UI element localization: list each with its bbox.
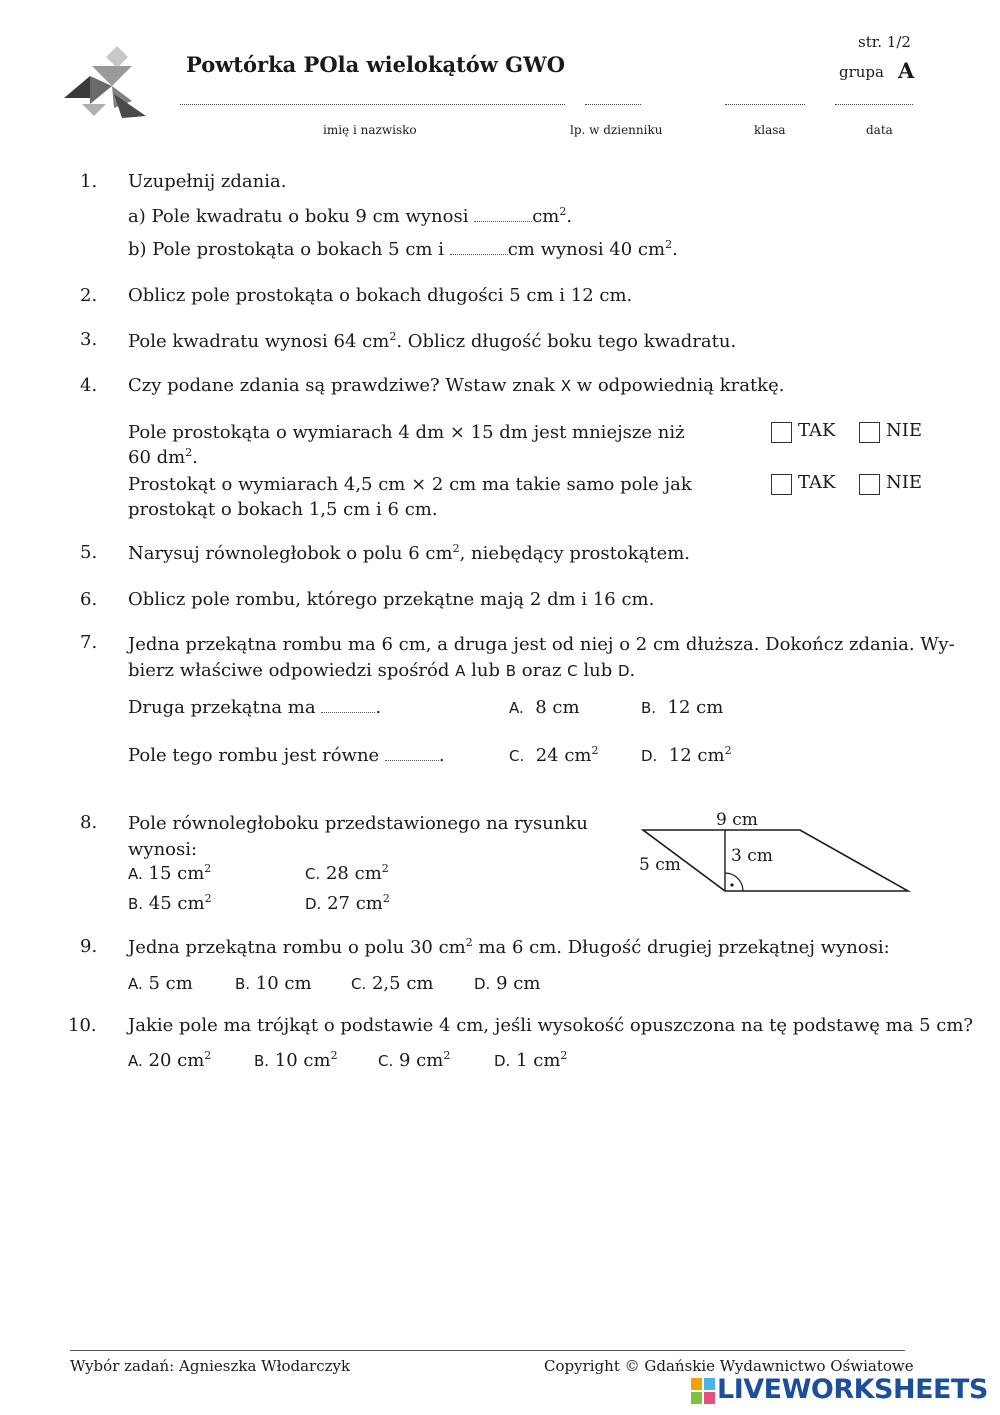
q7-option-b[interactable]: B. 12 cm: [641, 697, 724, 718]
tak-checkbox-1[interactable]: [771, 422, 792, 443]
question-text: Czy podane zdania są prawdziwe? Wstaw znak X w odpowiednią kratkę.: [128, 375, 785, 396]
q9-option-a[interactable]: A. 5 cm: [128, 973, 193, 994]
q10-option-b[interactable]: B. 10 $cm^2$: [254, 1049, 338, 1071]
nie-label: NIE: [886, 472, 922, 493]
class-field-line[interactable]: [725, 104, 805, 105]
gwo-logo: [62, 46, 152, 124]
footer-divider: [70, 1350, 905, 1351]
tak-checkbox-2[interactable]: [771, 474, 792, 495]
question-number: 5.: [80, 542, 98, 563]
question-number: 4.: [80, 375, 98, 396]
question-text: Jedna przekątna rombu ma 6 cm, a druga jest od niej o 2 cm dłuższa. Dokończ zdania. Wy- bierz właściwe odpowiedzi spośród A lub B oraz C lub D.: [128, 634, 955, 681]
statement-1: Pole prostokąta o wymiarach 4 dm × 15 dm jest mniejsze niż 60 $dm^2$.: [128, 422, 685, 468]
question-number: 3.: [80, 329, 98, 350]
q9-option-b[interactable]: B. 10 cm: [235, 973, 312, 994]
figure-label-side: 5 cm: [639, 855, 681, 875]
statement-2: Prostokąt o wymiarach 4,5 cm × 2 cm ma takie samo pole jak prostokąt o bokach 1,5 cm i 6 cm.: [128, 474, 692, 520]
figure-label-height: 3 cm: [731, 846, 773, 866]
liveworksheets-logo-icon: [691, 1378, 715, 1404]
q1-a-sentence: a) Pole kwadratu o boku 9 cm wynosi $cm^2$.: [128, 205, 573, 227]
question-text: Oblicz pole prostokąta o bokach długości 5 cm i 12 cm.: [128, 285, 633, 306]
answer-blank[interactable]: [450, 240, 508, 255]
answer-blank[interactable]: [385, 746, 439, 761]
number-field-line[interactable]: [585, 104, 641, 105]
q10-option-a[interactable]: A. 20 $cm^2$: [128, 1049, 212, 1071]
date-field-label: data: [866, 123, 893, 137]
group-value: A: [898, 58, 915, 83]
question-number: 9.: [80, 936, 98, 957]
footer-author: Wybór zadań: Agnieszka Włodarczyk: [70, 1357, 351, 1375]
question-number: 1.: [80, 171, 98, 192]
nie-checkbox-1[interactable]: [859, 422, 880, 443]
q8-option-c[interactable]: C. 28 $cm^2$: [305, 862, 389, 884]
q7-sentence-1: Druga przekątna ma .: [128, 697, 382, 718]
group-label: grupa: [839, 63, 884, 81]
page-title: Powtórka POla wielokątów GWO: [186, 52, 565, 77]
q1-b-sentence: b) Pole prostokąta o bokach 5 cm i cm wynosi 40 $cm^2$.: [128, 238, 678, 260]
question-number: 10.: [68, 1015, 97, 1036]
q8-option-d[interactable]: D. 27 $cm^2$: [305, 892, 390, 914]
question-text: Pole kwadratu wynosi 64 $cm^2$. Oblicz długość boku tego kwadratu.: [128, 330, 737, 352]
q8-option-a[interactable]: A. 15 $cm^2$: [128, 862, 212, 884]
class-field-label: klasa: [754, 123, 786, 137]
question-text: Pole równoległoboku przedstawionego na rysunku wynosi:: [128, 813, 588, 860]
nie-checkbox-2[interactable]: [859, 474, 880, 495]
q9-option-d[interactable]: D. 9 cm: [474, 973, 541, 994]
figure-label-top: 9 cm: [716, 810, 758, 830]
question-text: Jakie pole ma trójkąt o podstawie 4 cm, jeśli wysokość opuszczona na tę podstawę ma 5 cm?: [128, 1015, 974, 1036]
q7-option-a[interactable]: A. 8 cm: [509, 697, 580, 718]
tak-label: TAK: [798, 420, 836, 441]
question-text: Oblicz pole rombu, którego przekątne mają 2 dm i 16 cm.: [128, 589, 655, 610]
q9-option-c[interactable]: C. 2,5 cm: [351, 973, 434, 994]
q7-option-c[interactable]: C. 24 $cm^2$: [509, 744, 599, 766]
question-text: Jedna przekątna rombu o polu 30 $cm^2$ ma 6 cm. Długość drugiej przekątnej wynosi:: [128, 936, 890, 958]
number-field-label: lp. w dzienniku: [570, 123, 663, 137]
q10-option-d[interactable]: D. 1 $cm^2$: [494, 1049, 568, 1071]
question-number: 6.: [80, 589, 98, 610]
question-number: 7.: [80, 632, 98, 653]
date-field-line[interactable]: [835, 104, 913, 105]
question-number: 2.: [80, 285, 98, 306]
page-number: str. 1/2: [858, 33, 911, 51]
name-field-line[interactable]: [180, 104, 565, 105]
answer-blank[interactable]: [474, 207, 532, 222]
question-number: 8.: [80, 812, 98, 833]
q7-sentence-2: Pole tego rombu jest równe .: [128, 745, 445, 766]
question-text: Narysuj równoległobok o polu 6 $cm^2$, niebędący prostokątem.: [128, 542, 691, 564]
q7-option-d[interactable]: D. 12 $cm^2$: [641, 744, 732, 766]
question-text: Uzupełnij zdania.: [128, 171, 287, 192]
q8-option-b[interactable]: B. 45 $cm^2$: [128, 892, 212, 914]
liveworksheets-brand[interactable]: LIVEWORKSHEETS: [717, 1374, 988, 1405]
answer-blank[interactable]: [321, 698, 375, 713]
footer-copyright: Copyright © Gdańskie Wydawnictwo Oświatowe: [544, 1357, 914, 1375]
q10-option-c[interactable]: C. 9 $cm^2$: [378, 1049, 451, 1071]
nie-label: NIE: [886, 420, 922, 441]
tak-label: TAK: [798, 472, 836, 493]
name-field-label: imię i nazwisko: [323, 123, 417, 137]
